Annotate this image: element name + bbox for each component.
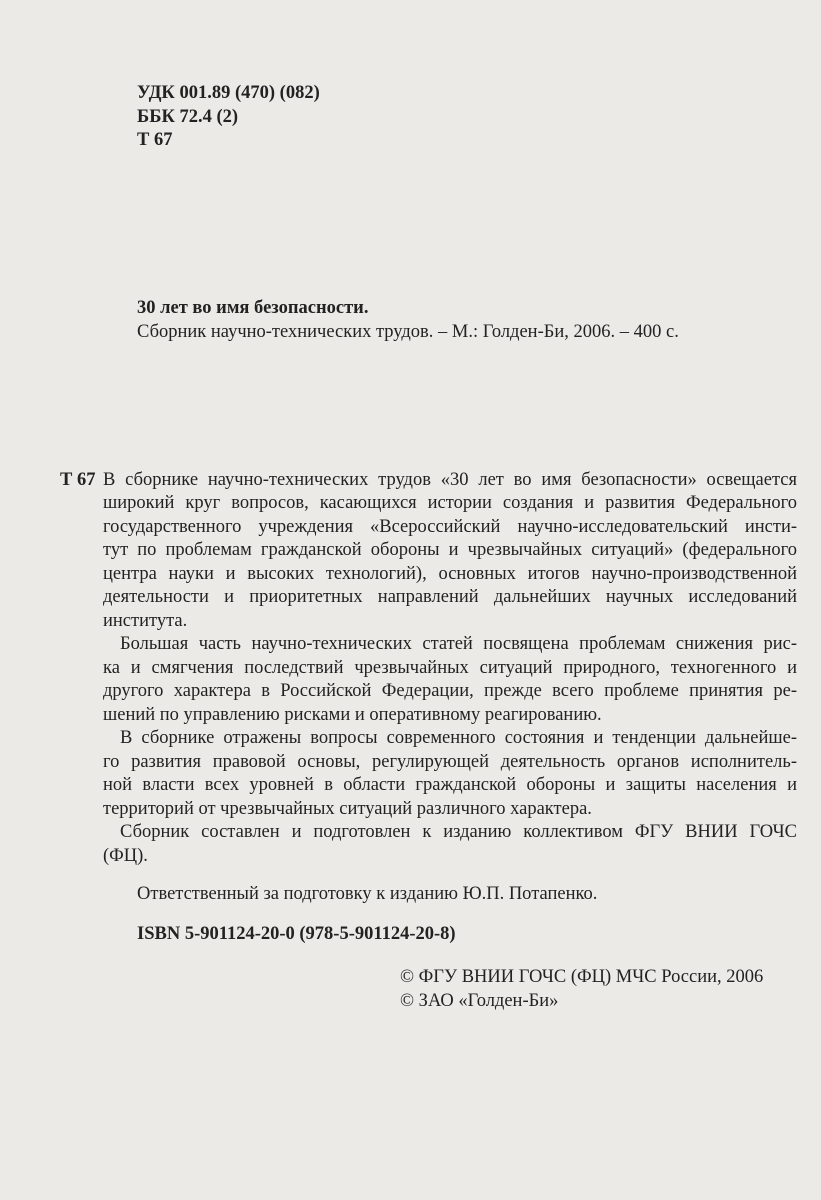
text-line: деятельности и приоритетных направлений дальнейших научных исследований (103, 587, 797, 607)
book-title: 30 лет во имя безопасности. (137, 298, 369, 318)
text-line: В сборнике научно-технических трудов «30 лет во имя безопасности» освещается (103, 470, 797, 490)
copyright-line: © ФГУ ВНИИ ГОЧС (ФЦ) МЧС России, 2006 (400, 967, 764, 987)
text-line: (ФЦ). (103, 846, 148, 866)
text-line: территорий от чрезвычайных ситуаций различного характера. (103, 799, 592, 819)
text-line: государственного учреждения «Всероссийский научно-исследовательский инсти- (103, 517, 797, 537)
text-line: го развития правовой основы, регулирующей деятельность органов исполнитель- (103, 752, 797, 772)
text-line: тут по проблемам гражданской обороны и чрезвычайных ситуаций» (федерального (103, 540, 797, 560)
bbk-code: ББК 72.4 (2) (137, 107, 239, 127)
abstract-mark: Т 67 (60, 470, 96, 490)
text-line: ной власти всех уровней в области гражданской обороны и защиты населения и (103, 775, 797, 795)
text-line: другого характера в Российской Федерации, прежде всего проблеме принятия ре- (103, 681, 797, 701)
text-line: шений по управлению рисками и оперативному реагированию. (103, 705, 602, 725)
isbn: ISBN 5-901124-20-0 (978-5-901124-20-8) (137, 924, 456, 944)
responsible-editor: Ответственный за подготовку к изданию Ю.П. Потапенко. (137, 884, 598, 904)
text-line: института. (103, 611, 188, 631)
text-line: широкий круг вопросов, касающихся истории создания и развития Федерального (103, 493, 797, 513)
copyright-line: © ЗАО «Голден-Би» (400, 991, 559, 1011)
text-line: ка и смягчения последствий чрезвычайных ситуаций природного, техногенного и (103, 658, 797, 678)
udk-code: УДК 001.89 (470) (082) (137, 83, 320, 103)
author-mark: Т 67 (137, 130, 173, 150)
text-line: Сборник составлен и подготовлен к изданию коллективом ФГУ ВНИИ ГОЧС (120, 822, 797, 842)
bibliographic-description: Сборник научно-технических трудов. – М.: Голден-Би, 2006. – 400 с. (137, 322, 679, 342)
text-line: В сборнике отражены вопросы современного состояния и тенденции дальнейше- (120, 728, 797, 748)
text-line: Большая часть научно-технических статей посвящена проблемам снижения рис- (120, 634, 797, 654)
text-line: центра науки и высоких технологий), основных итогов научно-производственной (103, 564, 797, 584)
